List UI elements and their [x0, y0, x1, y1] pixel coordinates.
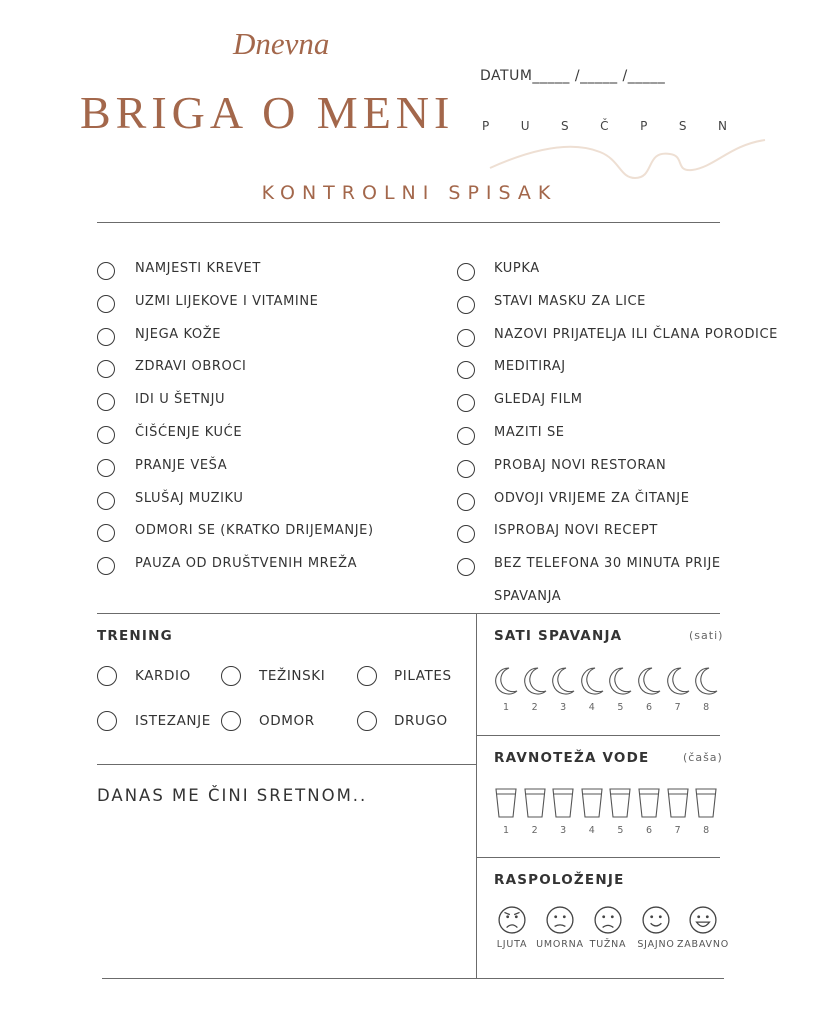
- glass-icon[interactable]: [551, 787, 575, 819]
- sleep-number: 5: [617, 702, 624, 713]
- moon-icon[interactable]: [521, 666, 549, 696]
- divider: [102, 978, 724, 979]
- checkbox-circle-icon[interactable]: [457, 427, 475, 445]
- water-number: 2: [531, 825, 538, 836]
- sleep-number: 3: [560, 702, 567, 713]
- angry-face-icon[interactable]: [498, 906, 526, 934]
- water-number: 3: [560, 825, 567, 836]
- checkbox-circle-icon[interactable]: [97, 426, 115, 444]
- trening-option-label: ISTEZANJE: [135, 713, 211, 729]
- checkbox-circle-icon[interactable]: [97, 459, 115, 477]
- trening-option-label: PILATES: [394, 668, 452, 684]
- checklist-item-label: MEDITIRAJ: [494, 359, 566, 375]
- checkbox-circle-icon[interactable]: [221, 666, 241, 686]
- water-number: 4: [588, 825, 595, 836]
- checkbox-circle-icon[interactable]: [457, 361, 475, 379]
- weekday-6[interactable]: S: [678, 119, 687, 133]
- laughing-face-icon[interactable]: [689, 906, 717, 934]
- trening-option-label: TEŽINSKI: [259, 668, 326, 684]
- glass-icon[interactable]: [580, 787, 604, 819]
- sleep-number: 7: [674, 702, 681, 713]
- moon-icon[interactable]: [606, 666, 634, 696]
- checklist-item-label: STAVI MASKU ZA LICE: [494, 293, 646, 309]
- mood-label: LJUTA: [496, 939, 528, 950]
- water-number: 6: [645, 825, 653, 836]
- checkbox-circle-icon[interactable]: [97, 524, 115, 542]
- weekday-3[interactable]: S: [561, 119, 569, 133]
- swirl-decoration-icon: [470, 130, 770, 190]
- date-blank: _____ /_____ /_____: [532, 68, 666, 84]
- sleep-number: 6: [645, 702, 653, 713]
- checkbox-circle-icon[interactable]: [97, 492, 115, 510]
- glass-icon[interactable]: [494, 787, 518, 819]
- sleep-number: 2: [531, 702, 538, 713]
- trening-option-label: ODMOR: [259, 713, 315, 729]
- glass-icon[interactable]: [666, 787, 690, 819]
- water-number: 7: [674, 825, 681, 836]
- checkbox-circle-icon[interactable]: [457, 296, 475, 314]
- tired-face-icon[interactable]: [546, 906, 574, 934]
- date-label: DATUM: [480, 68, 533, 84]
- checkbox-circle-icon[interactable]: [357, 711, 377, 731]
- checklist-item-label: SLUŠAJ MUZIKU: [135, 490, 244, 506]
- checkbox-circle-icon[interactable]: [457, 558, 475, 576]
- checkbox-circle-icon[interactable]: [97, 557, 115, 575]
- mood-label: SJAJNO: [637, 939, 675, 950]
- mood-label: ZABAVNO: [676, 939, 730, 950]
- checklist-item-label: ODVOJI VRIJEME ZA ČITANJE: [494, 490, 690, 506]
- moon-icon[interactable]: [549, 666, 577, 696]
- checklist-item-label: UZMI LIJEKOVE I VITAMINE: [135, 293, 319, 309]
- checklist-item-label: MAZITI SE: [494, 425, 565, 440]
- checkbox-circle-icon[interactable]: [457, 493, 475, 511]
- page-title-script: Dnevna: [233, 26, 330, 61]
- trening-option-label: DRUGO: [394, 713, 448, 729]
- danas-write-area[interactable]: [97, 815, 467, 970]
- checkbox-circle-icon[interactable]: [97, 711, 117, 731]
- moon-icon[interactable]: [635, 666, 663, 696]
- sad-face-icon[interactable]: [594, 906, 622, 934]
- checklist-item-label: BEZ TELEFONA 30 MINUTA PRIJE: [494, 556, 721, 572]
- checkbox-circle-icon[interactable]: [97, 262, 115, 280]
- sleep-number: 1: [502, 702, 510, 713]
- divider: [97, 222, 720, 223]
- checklist-item-label: PAUZA OD DRUŠTVENIH MREŽA: [135, 556, 358, 572]
- glass-icon[interactable]: [608, 787, 632, 819]
- checkbox-circle-icon[interactable]: [221, 711, 241, 731]
- checkbox-circle-icon[interactable]: [97, 295, 115, 313]
- checkbox-circle-icon[interactable]: [457, 525, 475, 543]
- trening-heading: TRENING: [97, 628, 173, 644]
- checklist-item-label: NAZOVI PRIJATELJA ILI ČLANA PORODICE: [494, 326, 778, 342]
- weekday-5[interactable]: P: [640, 119, 648, 133]
- checkbox-circle-icon[interactable]: [97, 666, 117, 686]
- trening-option-label: KARDIO: [135, 668, 191, 684]
- weekday-2[interactable]: U: [520, 119, 530, 133]
- weekday-7[interactable]: N: [717, 119, 727, 133]
- sleep-number: 8: [703, 702, 710, 713]
- checkbox-circle-icon[interactable]: [97, 393, 115, 411]
- checkbox-circle-icon[interactable]: [357, 666, 377, 686]
- water-number: 8: [703, 825, 710, 836]
- water-number: 5: [617, 825, 624, 836]
- glass-icon[interactable]: [637, 787, 661, 819]
- checklist-item-label-continuation: SPAVANJA: [494, 589, 562, 604]
- mood-label: TUŽNA: [589, 939, 627, 950]
- section-subtitle: KONTROLNI SPISAK: [261, 182, 558, 204]
- sleep-number: 4: [588, 702, 595, 713]
- mood-label: UMORNA: [536, 939, 584, 950]
- glass-icon[interactable]: [523, 787, 547, 819]
- date-field[interactable]: [480, 68, 665, 84]
- checklist-item-label: NAMJESTI KREVET: [135, 261, 261, 276]
- mood-heading: RASPOLOŽENJE: [494, 872, 625, 888]
- checklist-item-label: PRANJE VEŠA: [135, 457, 228, 473]
- weekday-4[interactable]: Č: [600, 119, 609, 133]
- checkbox-circle-icon[interactable]: [97, 360, 115, 378]
- moon-icon[interactable]: [578, 666, 606, 696]
- glass-icon[interactable]: [694, 787, 718, 819]
- moon-icon[interactable]: [492, 666, 520, 696]
- checklist-item-label: ZDRAVI OBROCI: [135, 359, 247, 375]
- moon-icon[interactable]: [664, 666, 692, 696]
- divider: [97, 613, 720, 614]
- moon-icon[interactable]: [692, 666, 720, 696]
- water-heading: RAVNOTEŽA VODE: [494, 750, 650, 766]
- happy-face-icon[interactable]: [642, 906, 670, 934]
- water-number: 1: [502, 825, 510, 836]
- checklist-item-label: GLEDAJ FILM: [494, 392, 583, 408]
- divider: [476, 735, 720, 736]
- sleep-unit: (sati): [689, 629, 724, 642]
- checklist-item-label: NJEGA KOŽE: [135, 326, 222, 342]
- divider-vertical: [476, 613, 477, 978]
- checkbox-circle-icon[interactable]: [457, 329, 475, 347]
- checklist-item-label: KUPKA: [494, 261, 540, 276]
- checkbox-circle-icon[interactable]: [457, 263, 475, 281]
- checklist-item-label: IDI U ŠETNJU: [135, 392, 226, 408]
- water-unit: (čaša): [683, 751, 723, 764]
- danas-heading: DANAS ME ČINI SRETNOM..: [97, 786, 368, 805]
- checklist-item-label: PROBAJ NOVI RESTORAN: [494, 457, 667, 473]
- checkbox-circle-icon[interactable]: [457, 460, 475, 478]
- checklist-item-label: ČIŠĆENJE KUĆE: [135, 425, 243, 440]
- divider: [476, 857, 720, 858]
- sleep-heading: SATI SPAVANJA: [494, 628, 623, 644]
- page-title: BRIGA O MENI: [80, 87, 455, 138]
- divider: [97, 764, 476, 765]
- weekday-1[interactable]: P: [482, 119, 490, 133]
- checkbox-circle-icon[interactable]: [457, 394, 475, 412]
- checklist-item-label: ODMORI SE (KRATKO DRIJEMANJE): [135, 523, 374, 539]
- checkbox-circle-icon[interactable]: [97, 328, 115, 346]
- checklist-item-label: ISPROBAJ NOVI RECEPT: [494, 523, 658, 539]
